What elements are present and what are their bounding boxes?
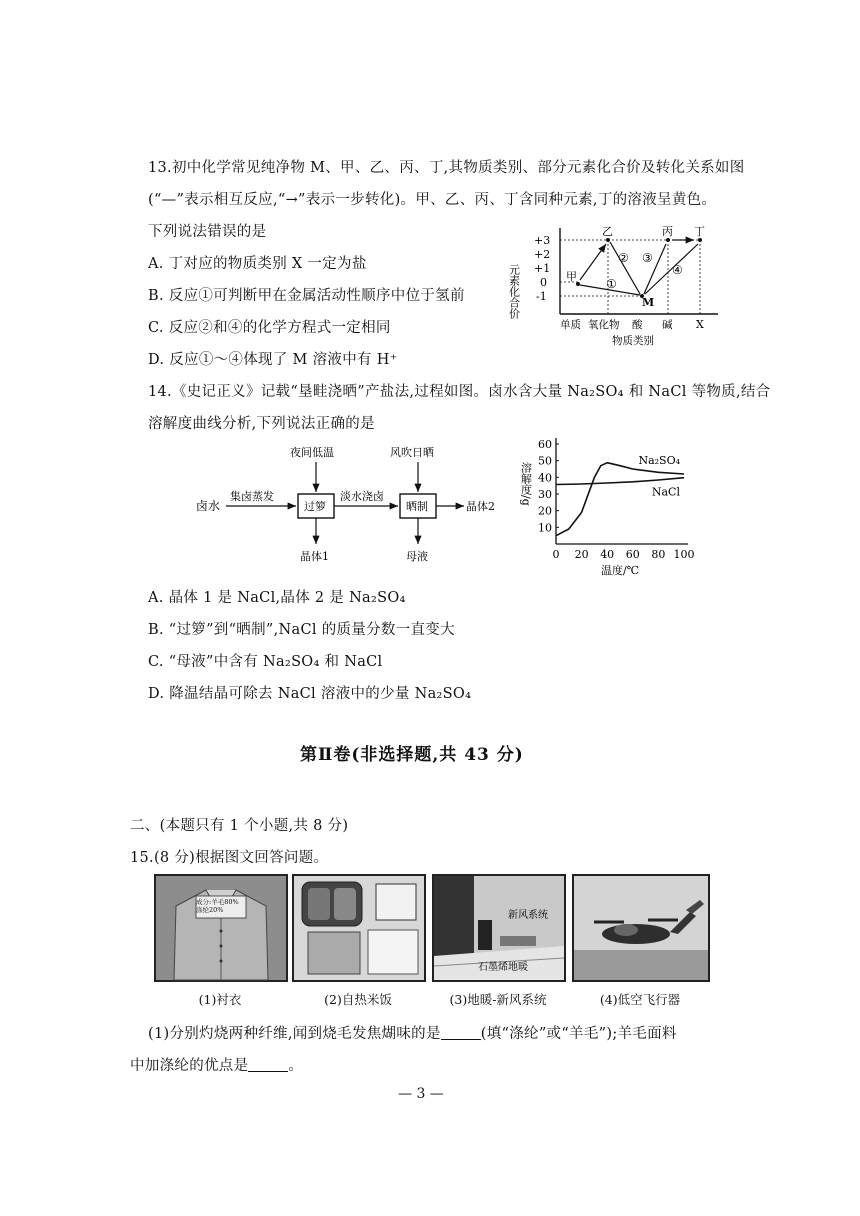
- flow-end: 晶体2: [466, 500, 495, 513]
- q13-line3: 下列说法错误的是: [148, 224, 267, 240]
- diagram-xlabel: 物质类别: [612, 335, 654, 347]
- q14-line1: 14.《史记正义》记载“垦畦浇晒”产盐法,过程如图。卤水含大量 Na₂SO₄ 和 NaCl 等物质,结合: [148, 384, 771, 400]
- graphene-heating-label: 石墨烯地暖: [478, 962, 528, 973]
- reaction-3: ③: [642, 251, 653, 265]
- photo-self-heating-rice: [292, 874, 426, 982]
- point-jia: 甲: [566, 270, 577, 283]
- flow-step1-label: 集卤蒸发: [230, 490, 274, 503]
- q13-option-c[interactable]: C. 反应②和④的化学方程式一定相同: [148, 320, 391, 336]
- page-number: — 3 —: [398, 1086, 444, 1102]
- chart-xlabel: 温度/℃: [600, 564, 640, 577]
- answer-blank-2[interactable]: [248, 1057, 288, 1072]
- valence-diagram: [500, 222, 730, 352]
- chart-xtick-label: 60: [625, 548, 640, 561]
- xtick-elem: 单质: [560, 319, 581, 331]
- q13-option-a[interactable]: A. 丁对应的物质类别 X 一定为盐: [148, 256, 367, 272]
- series-line-1: [556, 478, 684, 485]
- chart-xtick-label: 0: [552, 548, 560, 561]
- xtick-base: 碱: [662, 319, 673, 331]
- flow-box1: 过箩: [304, 500, 326, 513]
- series-label-0: Na₂SO₄: [638, 454, 680, 467]
- chart-ytick-label: 40: [538, 471, 552, 485]
- q14-option-d[interactable]: D. 降温结晶可除去 NaCl 溶液中的少量 Na₂SO₄: [148, 686, 472, 702]
- q14-option-c[interactable]: C. “母液”中含有 Na₂SO₄ 和 NaCl: [148, 654, 383, 670]
- diagram-ylabel: 元素化合价: [507, 264, 521, 319]
- part2-title: 第Ⅱ卷(非选择题,共 43 分): [300, 745, 524, 765]
- fresh-air-label: 新风系统: [508, 910, 548, 921]
- ytick-m1: -1: [536, 290, 547, 303]
- q15-sub1-line1: [148, 1022, 677, 1043]
- caption-rice: (2)自热米饭: [324, 992, 392, 1007]
- flow-box1-bottom: 晶体1: [300, 550, 329, 563]
- q15-sub1-text-d: 。: [288, 1058, 304, 1074]
- q14-line2: 溶解度曲线分析,下列说法正确的是: [148, 416, 375, 432]
- reaction-4: ④: [672, 263, 683, 277]
- flow-start: 卤水: [196, 499, 221, 513]
- flow-box2-top: 风吹日晒: [390, 446, 434, 459]
- flow-step2-label: 淡水浇卤: [340, 490, 384, 503]
- flow-box2-bottom: 母液: [406, 550, 428, 563]
- q14-option-b[interactable]: B. “过箩”到“晒制”,NaCl 的质量分数一直变大: [148, 622, 455, 638]
- q15-sub1-text-c: 中加涤纶的优点是: [130, 1058, 249, 1074]
- chart-ytick-label: 20: [538, 504, 552, 518]
- xtick-oxide: 氧化物: [588, 319, 620, 331]
- series-label-1: NaCl: [651, 485, 680, 499]
- q15-heading: 15.(8 分)根据图文回答问题。: [130, 850, 329, 866]
- answer-blank-1[interactable]: [441, 1025, 481, 1040]
- q15-sub1-line2: [130, 1054, 303, 1075]
- q14-option-a[interactable]: A. 晶体 1 是 NaCl,晶体 2 是 Na₂SO₄: [148, 590, 406, 606]
- q13-option-b[interactable]: B. 反应①可判断甲在金属活动性顺序中位于氢前: [148, 288, 465, 304]
- flow-box1-top: 夜间低温: [290, 446, 334, 459]
- caption-heating: (3)地暖-新风系统: [449, 992, 547, 1007]
- section-two-header: 二、(本题只有 1 个小题,共 8 分): [130, 818, 349, 834]
- flow-box2: 晒制: [406, 500, 428, 513]
- point-bing: 丙: [662, 225, 673, 238]
- chart-ytick-label: 30: [538, 488, 552, 501]
- xtick-acid: 酸: [632, 319, 643, 331]
- chart-xtick-label: 40: [600, 548, 615, 561]
- ytick-p3: +3: [534, 234, 551, 247]
- ytick-p1: +1: [534, 262, 551, 275]
- q13-line1: 13.初中化学常见纯净物 M、甲、乙、丙、丁,其物质类别、部分元素化合价及转化关系如图: [148, 160, 745, 176]
- ytick-0: 0: [540, 276, 547, 289]
- q15-sub1-text-a: (1)分别灼烧两种纤维,闻到烧毛发焦煳味的是: [148, 1026, 441, 1042]
- ytick-p2: +2: [534, 248, 551, 261]
- photo-shirt: [154, 874, 288, 982]
- point-m: M: [642, 296, 655, 309]
- chart-xtick-label: 20: [574, 548, 589, 561]
- chart-ytick-label: 10: [538, 521, 552, 535]
- point-ding: 丁: [694, 225, 705, 238]
- photo-aircraft: [572, 874, 710, 982]
- point-yi: 乙: [602, 225, 613, 238]
- q13-option-d[interactable]: D. 反应①～④体现了 M 溶液中有 H⁺: [148, 352, 398, 368]
- salt-process-flow: [190, 440, 510, 570]
- caption-shirt: (1)衬衣: [198, 992, 242, 1007]
- chart-xtick-label: 80: [651, 548, 666, 561]
- chart-ylabel: 溶解度/g: [519, 462, 533, 506]
- reaction-2: ②: [618, 251, 629, 265]
- reaction-1: ①: [606, 277, 617, 291]
- solubility-chart: [512, 432, 695, 582]
- chart-xtick-label: 100: [673, 548, 695, 561]
- series-line-0: [556, 463, 684, 536]
- q13-line2: (“—”表示相互反应,“→”表示一步转化)。甲、乙、丙、丁含同种元素,丁的溶液呈黄色。: [148, 192, 717, 208]
- photo-floor-heating: [432, 874, 566, 982]
- xtick-x: X: [696, 318, 704, 331]
- chart-ytick-label: 50: [538, 454, 552, 468]
- caption-aircraft: (4)低空飞行器: [599, 992, 681, 1007]
- q15-sub1-text-b: (填“涤纶”或“羊毛”);羊毛面料: [480, 1026, 677, 1042]
- chart-ytick-label: 60: [538, 438, 552, 451]
- shirt-tag-label: 成分:羊毛80% 涤纶20%: [196, 898, 239, 914]
